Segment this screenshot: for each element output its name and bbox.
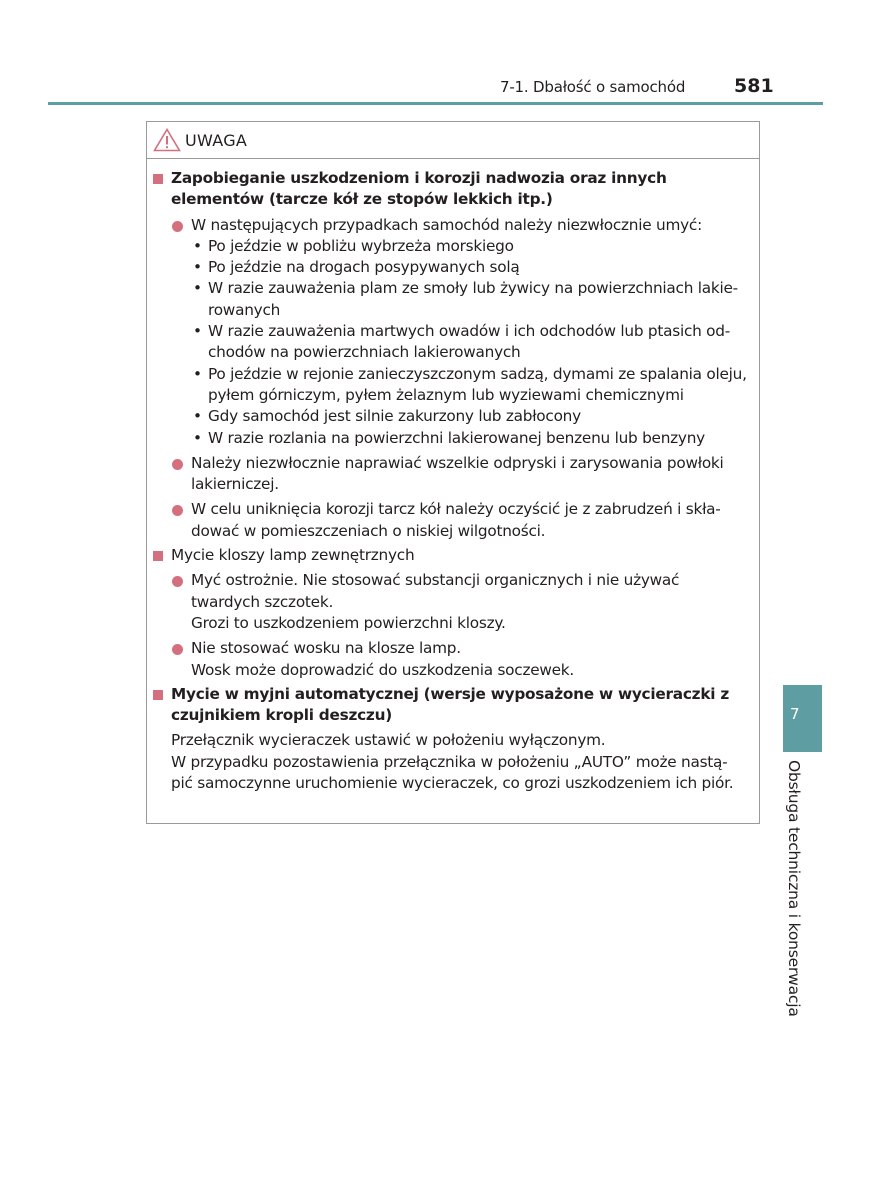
list-item: [171, 638, 749, 681]
item-text: W celu uniknięcia korozji tarcz kół należy oczyścić je z zabrudzeń i skła-dować w pomieszczeniach o niskiej wilgotności.: [191, 500, 721, 540]
warning-title: UWAGA: [185, 130, 248, 150]
item-text: Nie stosować wosku na klosze lamp.: [191, 639, 461, 658]
square-bullet-icon: [153, 690, 163, 700]
item-text: Myć ostrożnie. Nie stosować substancji organicznych i nie używać twardych szczotek.: [191, 571, 680, 611]
item-text: Należy niezwłocznie naprawiać wszelkie odpryski i zarysowania powłoki lakierniczej.: [191, 453, 724, 494]
warning-header: [147, 122, 759, 159]
square-bullet-icon: [153, 174, 163, 184]
section-carwash: [147, 684, 759, 794]
paragraph: Przełącznik wycieraczek ustawić w położeniu wyłączonym.: [171, 731, 606, 750]
section-title-corrosion: Zapobieganie uszkodzeniom i korozji nadwozia oraz innych elementów (tarcze kół ze stopów lekkich itp.): [171, 169, 667, 209]
section-corrosion: [147, 168, 759, 542]
page-number: 581: [734, 75, 774, 97]
warning-content: [147, 159, 759, 794]
sub-item: • Po jeździe na drogach posypywanych solą: [191, 257, 749, 278]
square-bullet-icon: [153, 551, 163, 561]
paragraph: W przypadku pozostawienia przełącznika w położeniu „AUTO” może nastą-pić samoczynne uruchomienie wycieraczek, co grozi uszkodzeniem ich piór.: [171, 752, 734, 793]
chapter-number: 7: [790, 705, 800, 723]
item-note: Wosk może doprowadzić do uszkodzenia soczewek.: [191, 660, 575, 679]
item-text: W następujących przypadkach samochód należy niezwłocznie umyć:: [191, 215, 702, 234]
header-rule: [48, 102, 823, 105]
sub-list: [191, 236, 749, 449]
section-title-lamps: Mycie kloszy lamp zewnętrznych: [171, 546, 415, 565]
round-bullet-icon: [172, 576, 183, 587]
section-title: 7-1. Dbałość o samochód: [500, 78, 686, 96]
round-bullet-icon: [172, 459, 183, 470]
sub-item: • Gdy samochód jest silnie zakurzony lub zabłocony: [191, 406, 749, 427]
chapter-tab: [783, 685, 822, 752]
sub-item: • Po jeździe w rejonie zanieczyszczonym sadzą, dymami ze spalania oleju, pyłem górniczym, pyłem żelaznym lub wyziewami chemicznymi: [191, 364, 749, 407]
list-item: [171, 499, 749, 542]
sub-item: • Po jeździe w pobliżu wybrzeża morskiego: [191, 236, 749, 257]
warning-triangle-icon: [153, 128, 181, 152]
item-note: Grozi to uszkodzeniem powierzchni kloszy.: [191, 613, 506, 632]
list-item: [171, 453, 749, 496]
list-item: [171, 570, 749, 634]
chapter-title: Obsługa techniczna i konserwacja: [785, 760, 803, 1017]
round-bullet-icon: [172, 644, 183, 655]
round-bullet-icon: [172, 505, 183, 516]
sub-item: • W razie zauważenia plam ze smoły lub żywicy na powierzchniach lakie-rowanych: [191, 278, 749, 321]
sub-item: • W razie zauważenia martwych owadów i ich odchodów lub ptasich od-chodów na powierzchniach lakierowanych: [191, 321, 749, 364]
list-item: [171, 215, 749, 449]
section-lamps: [147, 545, 759, 681]
section-title-carwash: Mycie w myjni automatycznej (wersje wyposażone w wycieraczki z czujnikiem kropli deszczu): [171, 684, 729, 725]
sub-item: • W razie rozlania na powierzchni lakierowanej benzenu lub benzyny: [191, 428, 749, 449]
warning-box: [146, 121, 760, 824]
round-bullet-icon: [172, 221, 183, 232]
